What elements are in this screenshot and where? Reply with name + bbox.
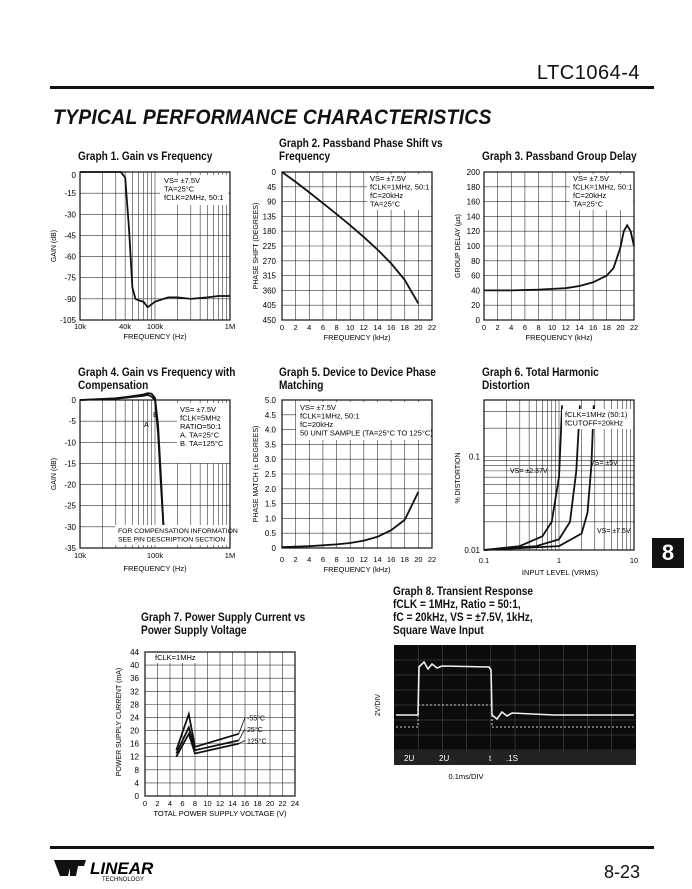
g2-xtick-label: 8 [334,323,339,332]
g4-xtick-label: 100k [146,551,164,560]
g1-xtick-label: 40k [119,322,132,331]
g5-ytick-label: 2.5 [264,470,276,479]
g7-ytick-label: 0 [134,792,139,801]
g2-xtick-label: 2 [293,323,298,332]
g4-ytick-label: -10 [64,438,76,448]
g5-xtick-label: 6 [320,555,325,564]
g2-ytick-label: 360 [262,286,276,296]
g2-xtick-label: 20 [414,323,423,332]
g3-xtick-label: 22 [629,323,639,332]
g3-note: fCLK=1MHz, 50:1 [573,182,633,192]
g1-note: fCLK=2MHz, 50:1 [164,193,224,202]
graph7-title-line2: Power Supply Voltage [141,625,247,637]
g6-xtick-label: 1 [556,556,562,565]
graph4-title-line2: Compensation [78,380,149,392]
graph8-title-line3: fC = 20kHz, VS = ±7.5V, 1kHz, [393,612,533,624]
g3-ytick-label: 80 [471,256,480,266]
g1-ylabel: GAIN (dB) [51,229,58,263]
g4-ytick-label: -35 [64,544,76,553]
g2-xtick-label: 4 [307,323,312,332]
graph4-title-line1: Graph 4. Gain vs Frequency with [78,367,236,379]
page-number: 8-23 [603,862,640,882]
g2-xtick-label: 22 [427,323,437,332]
g2-xtick-label: 12 [359,323,368,332]
g1-ytick-label: -15 [64,189,76,199]
g4-note: B. TA=125°C [180,439,224,448]
graph8-title-line2: fCLK = 1MHz, Ratio = 50:1, [393,599,521,611]
g4-ytick-label: -25 [64,501,76,511]
g2-ytick-label: 180 [262,227,276,237]
g2-ytick-label: 405 [262,301,276,311]
g7-xtick-label: 0 [142,799,148,808]
g7-xtick-label: 12 [215,799,225,808]
g3-ytick-label: 40 [471,286,480,296]
g1-ytick-label: -75 [64,273,76,283]
g3-xtick-label: 16 [588,323,598,332]
graph7-title-line1: Graph 7. Power Supply Current vs [141,612,306,624]
g5-xlabel: FREQUENCY (kHz) [323,565,391,574]
g5-xtick-label: 22 [427,555,437,564]
g2-ytick-label: 270 [262,256,276,266]
graph5-title-line1: Graph 5. Device to Device Phase [279,367,436,379]
graph6-title-line1: Graph 6. Total Harmonic [482,367,599,379]
g7-ytick-label: 28 [130,700,139,710]
g3-note: fC=20kHz [573,191,607,200]
g4-note-bottom: FOR COMPENSATION INFORMATION [118,528,238,535]
g3-ytick-label: 60 [471,271,480,281]
logo-mark-icon [54,860,72,876]
g6-xtick-label: 10 [629,556,639,565]
g3-ytick-label: 0 [475,316,480,325]
graph1-title: Graph 1. Gain vs Frequency [78,151,213,163]
g7-xtick-label: 10 [203,799,212,808]
g3-note: VS= ±7.5V [573,174,610,183]
g4-series-line-0 [80,395,164,527]
g5-xtick-label: 14 [373,555,382,564]
g5-xtick-label: 20 [414,555,423,564]
g3-ytick-label: 200 [466,168,480,177]
g5-ytick-label: 1.5 [264,499,276,509]
g5-ytick-label: 4.5 [264,410,276,420]
g7-xtick-label: 4 [167,799,173,808]
g4-ylabel: GAIN (dB) [51,457,58,491]
g7-curve-label: -55°C [247,715,265,723]
g7-xtick-label: 16 [240,799,250,808]
g7-ytick-label: 40 [130,661,139,671]
logo-mark-icon-2 [70,860,86,876]
g3-ylabel: GROUP DELAY (µs) [455,214,462,278]
g6-ylabel: % DISTORTION [455,452,462,504]
g4-xtick-label: 1M [224,551,236,560]
g5-note: VS= ±7.5V [300,403,337,412]
g7-note: fCLK=1MHz [155,653,196,662]
g7-ytick-label: 32 [130,687,139,697]
g4-note: fCLK=5MHz [180,413,221,423]
g1-ytick-label: -30 [64,210,76,220]
graph3-title: Graph 3. Passband Group Delay [482,151,637,163]
g3-xlabel: FREQUENCY (kHz) [525,333,593,342]
g1-xtick-label: 1M [224,322,236,331]
g6-ytick-label: 0.1 [468,452,480,462]
g1-ytick-label: -90 [64,294,76,304]
g6-curve-label: VS= ±2.37V [510,468,548,475]
g7-ytick-label: 44 [130,648,139,657]
g3-xtick-label: 14 [575,323,584,332]
g2-xtick-label: 18 [400,323,409,332]
g7-xtick-label: 24 [290,799,300,808]
g7-curve-label: 125°C [247,738,267,746]
g7-ytick-label: 12 [130,752,139,762]
g7-ytick-label: 8 [134,765,139,775]
g6-xtick-label: 0.1 [478,556,490,565]
g4-note-bottom: SEE PIN DESCRIPTION SECTION [118,536,226,544]
g7-xtick-label: 22 [278,799,287,808]
g6-note: fCLK=1MHz (50:1) [565,410,628,419]
g7-curve-label: 25°C [247,726,263,734]
g5-xtick-label: 8 [334,555,339,564]
g5-ytick-label: 0.5 [264,529,276,539]
g6-xlabel: INPUT LEVEL (VRMS) [521,568,599,577]
g3-ytick-label: 100 [466,242,480,251]
graph2-title: Graph 2. Passband Phase Shift vs Frequency [279,138,443,163]
g1-ytick-label: -45 [64,231,76,241]
g5-ytick-label: 3.5 [264,440,276,450]
g2-note: VS= ±7.5V [370,174,407,183]
g7-curve-label-leader [239,740,245,743]
part-number: LTC1064-4 [536,62,640,84]
g3-xtick-label: 4 [509,323,514,332]
g6-ytick-label: 0.01 [464,546,480,555]
g4-xlabel: FREQUENCY (Hz) [123,564,187,573]
g8-xlabel: 0.1ms/DIV [448,772,484,781]
g6-curve-label: VS= ±7.5V [597,528,631,535]
g7-xtick-label: 6 [180,799,185,808]
g5-xtick-label: 12 [359,555,368,564]
g3-xtick-label: 8 [536,323,541,332]
g7-xlabel: TOTAL POWER SUPPLY VOLTAGE (V) [153,809,287,818]
g1-ytick-label: -60 [64,252,76,262]
g7-xtick-label: 8 [192,799,198,808]
g7-xtick-label: 18 [253,799,262,808]
g3-xtick-label: 2 [495,323,500,332]
g6-series-line-0 [484,405,562,550]
g1-xtick-label: 10k [73,322,87,331]
g8-scope-label: .1S [506,754,519,763]
g3-ytick-label: 180 [466,182,480,192]
g2-note: TA=25°C [370,199,401,209]
g5-xtick-label: 0 [279,555,285,564]
g5-ytick-label: 5.0 [264,396,276,405]
g2-ytick-label: 135 [262,212,276,222]
g2-xtick-label: 10 [346,323,355,332]
logo-text: LINEAR [90,859,154,878]
g3-xtick-label: 10 [548,323,557,332]
g7-ytick-label: 36 [130,674,139,684]
g1-xlabel: FREQUENCY (Hz) [123,332,187,341]
g5-note: 50 UNIT SAMPLE (TA=25°C TO 125°C) [300,428,433,438]
footer-rule [50,846,654,849]
g5-xtick-label: 2 [293,555,298,564]
g7-xtick-label: 14 [228,799,237,808]
g5-xtick-label: 18 [400,555,409,564]
g2-ytick-label: 45 [267,182,276,192]
g3-ytick-label: 20 [471,301,480,311]
g4-ytick-label: -20 [64,480,76,490]
g5-ytick-label: 2.0 [264,484,276,494]
g6-curve-label: VS= ±5V [590,460,618,467]
g7-ytick-label: 20 [130,726,139,736]
g1-ytick-label: 0 [71,170,76,180]
g3-xtick-label: 20 [616,323,625,332]
g4-series-line-1 [80,393,164,527]
g2-ytick-label: 90 [267,197,276,207]
graph5-title-line2: Matching [279,380,324,392]
g4-note: A. TA=25°C [180,430,220,440]
g7-xtick-label: 20 [265,799,275,808]
g7-ylabel: POWER SUPPLY CURRENT (mA) [116,667,123,777]
g4-note: RATIO=50:1 [180,422,222,431]
g7-ytick-label: 24 [130,713,139,723]
g5-xtick-label: 10 [346,555,355,564]
g7-ytick-label: 4 [134,778,139,788]
g5-xtick-label: 16 [386,555,396,564]
g3-xtick-label: 0 [481,323,487,332]
g4-ytick-label: -30 [64,522,76,532]
g2-ytick-label: 315 [262,271,276,281]
section-tab[interactable]: 8 [652,538,684,568]
g2-note: fCLK=1MHz, 50:1 [370,182,430,192]
g4-ytick-label: -15 [64,459,76,469]
g4-xtick-label: 10k [73,551,87,560]
g2-xtick-label: 16 [386,323,396,332]
g8-scope-label: 2U [439,754,450,763]
g3-ytick-label: 120 [466,227,480,237]
g2-ytick-label: 450 [262,316,276,325]
graph8-title-line4: Square Wave Input [393,625,484,637]
g4-note: VS= ±7.5V [180,405,217,414]
g6-note: fCUTOFF=20kHz [565,418,623,428]
g4-ytick-label: 0 [71,396,76,405]
g1-note: TA=25°C [164,184,195,194]
g2-xlabel: FREQUENCY (kHz) [323,333,391,342]
g1-note: VS= ±7.5V [164,176,201,185]
g5-ytick-label: 1.0 [264,514,276,524]
g8-ylabel: 2V/DIV [375,693,382,717]
g4-curve-label-a: A [144,422,149,429]
g5-ytick-label: 4.0 [264,425,276,435]
g7-xtick-label: 2 [155,799,160,808]
g1-xtick-label: 100k [146,322,164,331]
g3-series-line-0 [484,225,634,290]
g7-ytick-label: 16 [130,739,139,749]
g8-scope-label: 2U [404,754,415,763]
g3-xtick-label: 18 [602,323,611,332]
g5-note: fCLK=1MHz, 50:1 [300,411,360,421]
g2-note: fC=20kHz [370,191,404,200]
logo-subtext: TECHNOLOGY [102,877,145,882]
g3-xtick-label: 12 [561,323,570,332]
g1-ytick-label: -105 [59,316,76,325]
g3-note: TA=25°C [573,199,604,209]
g2-xtick-label: 0 [279,323,285,332]
g2-ytick-label: 0 [271,168,276,177]
g2-ylabel: PHASE SHIFT (DEGREES) [253,202,260,290]
g4-ytick-label: -5 [68,417,76,427]
g2-ytick-label: 225 [262,242,276,251]
g3-xtick-label: 6 [522,323,527,332]
g5-xtick-label: 4 [307,555,312,564]
g2-xtick-label: 6 [320,323,325,332]
graph8-title-line1: Graph 8. Transient Response [393,586,534,598]
g8-scope-label: t [489,754,492,763]
g5-note: fC=20kHz [300,420,334,429]
section-title: TYPICAL PERFORMANCE CHARACTERISTICS [53,106,492,129]
graph6-title-line2: Distortion [482,380,530,392]
g2-xtick-label: 14 [373,323,382,332]
g3-ytick-label: 160 [466,197,480,207]
g4-curve-label-b: B [153,412,158,419]
g5-ytick-label: 0 [271,544,276,553]
company-logo [50,852,160,887]
g5-ylabel: PHASE MATCH (± DEGREES) [253,425,260,523]
g3-ytick-label: 140 [466,212,480,222]
g5-ytick-label: 3.0 [264,455,276,465]
